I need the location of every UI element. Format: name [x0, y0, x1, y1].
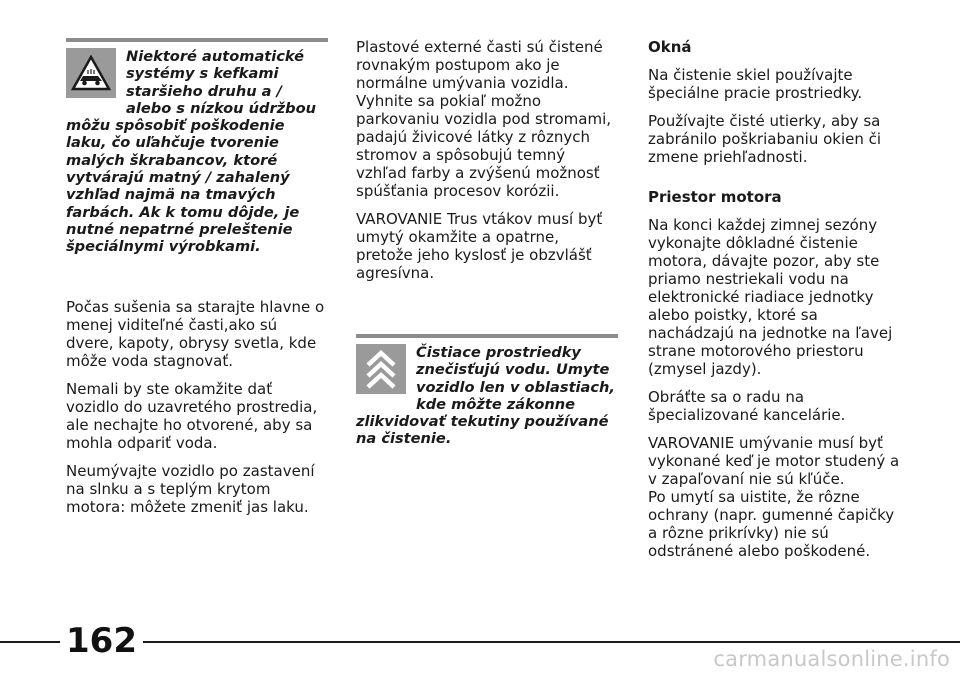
warning-text: Čistiace prostriedky znečisťujú vodu. Umyte vozidlo len v oblastiach, kde môžte zákonne zlikvidovať tekutiny používané na čistenie.: [356, 344, 615, 448]
column-right: [648, 38, 900, 570]
paragraph: VAROVANIE Trus vtákov musí byť umytý okamžite a opatrne, pretože jeho kyslosť je obzvlášť agresívna.: [356, 210, 603, 282]
section-heading: Priestor motora: [648, 188, 782, 206]
warning-divider: [66, 38, 328, 42]
page-number: 162: [60, 622, 143, 660]
paragraph: Počas sušenia sa starajte hlavne o menej viditeľné časti,ako sú dvere, kapoty, obrysy svetla, kde môže voda stagnovať.: [66, 297, 325, 370]
watermark: carmanualsonline.info: [713, 647, 950, 671]
paragraph: Obráťte sa o radu na špecializované kancelárie.: [648, 388, 846, 424]
paragraph: VAROVANIE umývanie musí byť vykonané keď je motor studený a v zapaľovaní nie sú kľúče. Po umytí sa uistite, že rôzne ochrany (napr. gumenné čapičky a rôzne prikrívky) nie sú odstránené alebo poškodené.: [648, 434, 900, 560]
paragraph: Používajte čisté utierky, aby sa zabránilo poškriabaniu okien či zmene priehľadnosti.: [648, 112, 882, 166]
column-left: [66, 38, 328, 526]
warning-text: Niektoré automatické systémy s kefkami staršieho druhu a / alebo s nízkou údržbou môžu spôsobiť poškodenie laku, čo uľahčuje tvorenie malých škrabancov, ktoré vytvárajú matný / zahalený vzhľad najmä na tmavých farbách. Ak k tomu dôjde, je nutné nepatrné preleštenie špeciálnymi výrobkami.: [66, 48, 317, 256]
paragraph: Nemali by ste okamžite dať vozidlo do uzavretého prostredia, ale nechajte ho otvorené, aby sa mohla odpariť voda.: [66, 379, 318, 452]
paragraph: Neumývajte vozidlo po zastavení na slnku a s teplým krytom motora: môžete zmeniť jas laku.: [66, 461, 315, 516]
environment-chevrons-icon: [356, 344, 406, 394]
column-middle: [356, 38, 618, 448]
car-wash-warning-icon: [66, 48, 116, 98]
footer-rule: [0, 641, 960, 643]
paragraph: Na konci každej zimnej sezóny vykonajte dôkladné čistenie motora, dávajte pozor, aby ste priamo nestriekali vodu na elektronické riadiace jednotky alebo poistky, ktoré sa nachádzajú na jednotke na ľavej strane motorového priestoru (zmysel jazdy).: [648, 216, 893, 378]
paragraph: Plastové externé časti sú čistené rovnakým postupom ako je normálne umývania vozidla. Vyhnite sa pokiaľ možno parkovaniu vozidla pod stromami, padajú živicové látky z rôznych stromov a spôsobujú temný vzhľad farby a zvýšenú možnosť spúšťania procesov korózii.: [356, 38, 612, 200]
section-heading: Okná: [648, 38, 692, 56]
paragraph: Na čistenie skiel používajte špeciálne pracie prostriedky.: [648, 66, 863, 102]
warning-divider: [356, 334, 618, 338]
